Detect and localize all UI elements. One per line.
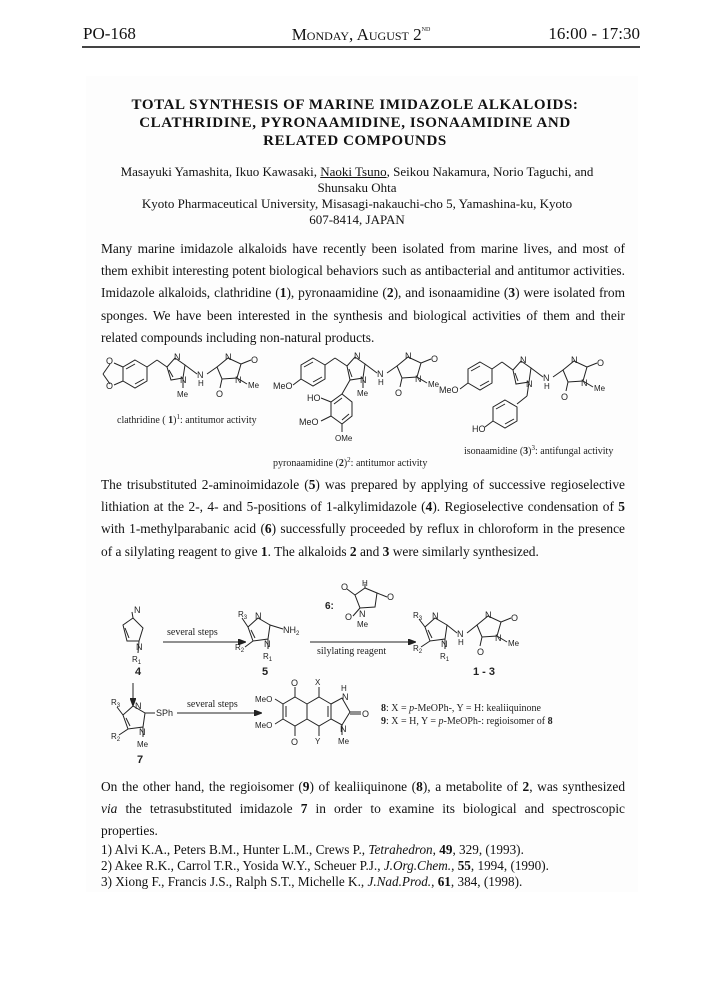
- atom-label: O: [291, 737, 299, 747]
- author-list-cont: Shunsaku Ohta: [317, 180, 397, 195]
- compound-ref: 2: [522, 779, 530, 794]
- atom-label: O: [597, 358, 605, 368]
- subscript: 2: [418, 649, 423, 655]
- atom-label: H: [458, 638, 464, 647]
- condition-label: silylating reagent: [317, 646, 387, 657]
- compound-ref: 1: [260, 543, 268, 559]
- isonaamidine-caption: isonaamidine $(3)^3$: antifungal activity: [464, 444, 614, 457]
- substituent-label: SPh: [156, 708, 174, 718]
- presenting-author: Naoki Tsuno: [320, 164, 387, 179]
- affiliation-postcode: 607-8414, JAPAN: [309, 212, 405, 227]
- compound-ref: 2: [386, 285, 394, 301]
- atom-label: N: [571, 355, 578, 365]
- compound-number: 1 - 3: [473, 666, 496, 678]
- substituent-label: $R_2$: [413, 644, 423, 655]
- ref-authors: 3) Xiong F., Francis J.S., Ralph S.T., Michelle K.,: [101, 874, 368, 889]
- atom-label: Me: [357, 389, 369, 398]
- atom-label: H: [198, 379, 204, 388]
- atom-label: Me: [357, 620, 369, 629]
- ref-pages-year: , 1994, (1990).: [470, 858, 549, 873]
- atom-label: N: [180, 375, 187, 385]
- regioisomer-paragraph: [101, 776, 625, 843]
- atom-label: O: [341, 582, 349, 592]
- substituent-label: Y: [315, 737, 321, 746]
- atom-label: N: [432, 611, 439, 621]
- atom-label: N: [377, 369, 384, 379]
- compound-number: 4: [135, 666, 142, 678]
- text: in order to examine its biological and spectroscopic properties.: [101, 801, 625, 839]
- compound-ref: 9: [302, 779, 310, 794]
- atom-label: N: [139, 727, 146, 737]
- compound-ref: 3: [508, 285, 516, 301]
- substituent-label: $R_3$: [238, 610, 248, 621]
- text: ), a metabolite of: [422, 779, 523, 794]
- intro-paragraph: [101, 238, 625, 349]
- session-day-text: Monday, August 2: [291, 25, 422, 44]
- synthesis-paragraph: [101, 474, 625, 563]
- ref-sep: ,: [431, 874, 438, 889]
- compound-number: 5: [262, 666, 269, 678]
- page-header: [82, 22, 640, 48]
- atom-label: Me: [508, 639, 520, 648]
- atom-label: Me: [428, 380, 440, 389]
- compound-9-legend: 9: X = H, Y = p-MeOPh-: regioisomer of 8: [381, 716, 553, 727]
- atom-label: N: [342, 692, 349, 702]
- substituent-label: $R_1$: [132, 655, 142, 666]
- author-list: [92, 164, 622, 180]
- substituent-label: $R_2$: [235, 643, 245, 654]
- ref-journal: J.Nad.Prod.: [367, 874, 432, 889]
- ref-pages-year: , 329, (1993).: [452, 842, 524, 857]
- atom-label: O: [395, 388, 403, 398]
- atom-label: O: [106, 381, 114, 391]
- atom-label: N: [581, 378, 588, 388]
- atom-label: HO: [472, 424, 486, 434]
- atom-label: O: [291, 678, 299, 688]
- atom-label: MeO: [439, 385, 459, 395]
- atom-label: O: [251, 355, 259, 365]
- atom-label: Me: [177, 390, 189, 399]
- atom-label: H: [544, 382, 550, 391]
- atom-label: N: [136, 642, 143, 652]
- ref-pages-year: , 384, (1998).: [450, 874, 523, 889]
- atom-label: MeO: [255, 721, 273, 730]
- atom-label: O: [431, 354, 439, 364]
- clathridine-caption: clathridine ( 1)$^1$: antitumor activity: [117, 413, 257, 426]
- atom-label: O: [387, 592, 395, 602]
- reference-item: [101, 874, 631, 890]
- compound-ref: 5: [618, 499, 625, 515]
- compound-number: 7: [137, 754, 144, 766]
- text: ) successfully proceeded by reflux in chloroform in the presence of a silylating reagent to give: [101, 521, 625, 559]
- atom-label: O: [216, 389, 224, 399]
- compound-ref: 4: [425, 499, 433, 515]
- atom-label: Me: [338, 737, 350, 746]
- substituent-label: $R_2$: [111, 732, 121, 743]
- atom-label: H: [378, 378, 384, 387]
- emphasis: via: [101, 801, 118, 817]
- atom-label: O: [511, 613, 519, 623]
- subscript: 3: [243, 615, 248, 621]
- parabanic-acid-6-structure: [347, 584, 387, 616]
- step-label: several steps: [167, 627, 218, 638]
- subscript: 3: [116, 703, 121, 709]
- substituent-label: $R_3$: [413, 611, 423, 622]
- subscript: 1: [137, 660, 142, 666]
- reference-item: [101, 842, 631, 858]
- subscript: 3: [418, 616, 423, 622]
- session-time: 16:00 - 17:30: [548, 24, 640, 43]
- text: ), and isonaamidine (: [393, 285, 509, 301]
- atom-label: N: [225, 352, 232, 362]
- title-line: RELATED COMPOUNDS: [263, 133, 447, 149]
- atom-label: N: [415, 374, 422, 384]
- atom-label: N: [441, 639, 448, 649]
- text: ) was prepared by applying of successive regioselective lithiation at the 2-, 4- and 5-positions of 1-alkylimidazole (: [101, 477, 625, 515]
- text: ) of kealiiquinone (: [309, 779, 417, 794]
- text: the tetrasubstituted imidazole: [117, 801, 301, 817]
- pyronaamidine-caption: pyronaamidine $(2)^2$: antitumor activity: [273, 456, 428, 469]
- atom-label: N: [543, 373, 550, 383]
- subscript: 1: [268, 657, 273, 663]
- substituent-label: X: [315, 678, 321, 687]
- text: , was synthesized: [529, 779, 626, 794]
- atom-label: MeO: [255, 695, 273, 704]
- compound-ref: 3: [382, 543, 390, 559]
- atom-label: N: [134, 605, 141, 615]
- isonaamidine-structure: [460, 361, 597, 428]
- text: with 1-methylparabanic acid (: [101, 521, 265, 537]
- ref-sep: ,: [451, 858, 458, 873]
- text: and: [356, 543, 383, 559]
- text: ) were isolated from sponges. We have been interested in the synthesis and biological activities of them and their related compounds including non-natural products.: [101, 285, 625, 345]
- text: Many marine imidazole alkaloids have recently been isolated from marine lives, and most of them exhibit interesting potent biological behaviors such as antibacterial and antitumor activities. Imidazole alkaloids, clathridine (: [101, 241, 625, 301]
- substituent-label: $R_1$: [263, 652, 273, 663]
- atom-label: OMe: [335, 434, 353, 443]
- clathridine-structure: [103, 358, 251, 388]
- compound-ref: 6: [264, 521, 272, 537]
- substituent-label: $R_1$: [440, 652, 450, 663]
- atom-label: H: [341, 684, 347, 693]
- atom-label: N: [255, 611, 262, 621]
- ref-journal: Tetrahedron: [368, 842, 433, 857]
- atom-label: N: [135, 701, 142, 711]
- atom-label: N: [485, 610, 492, 620]
- atom-label: N: [264, 639, 271, 649]
- substituent-label: $R_3$: [111, 698, 121, 709]
- atom-label: MeO: [299, 417, 319, 427]
- authors-text: Masayuki Yamashita, Ikuo Kawasaki,: [120, 164, 321, 179]
- compound-ref: 1: [279, 285, 287, 301]
- text: ), pyronaamidine (: [286, 285, 387, 301]
- subscript: 2: [116, 737, 121, 743]
- atom-label: O: [477, 647, 485, 657]
- atom-label: Me: [137, 740, 149, 749]
- natural-products-figure: [95, 348, 635, 474]
- atom-label: O: [345, 612, 353, 622]
- paper-title: [90, 96, 620, 150]
- atom-label: O: [106, 356, 114, 366]
- poster-id: PO-168: [83, 24, 136, 43]
- ref-authors: 1) Alvi K.A., Peters B.M., Hunter L.M., Crews P.,: [101, 842, 369, 857]
- ref-authors: 2) Akee R.K., Carrol T.R., Yosida W.Y., Scheuer P.J.,: [101, 858, 384, 873]
- substituent-label: $NH_2$: [283, 625, 300, 637]
- author-block: [92, 164, 622, 228]
- aminoimidazole-5-structure: [242, 618, 283, 649]
- atom-label: Me: [594, 384, 606, 393]
- compound-ref: 5: [308, 477, 316, 492]
- atom-label: N: [520, 355, 527, 365]
- atom-label: N: [457, 629, 464, 639]
- atom-label: MeO: [273, 381, 293, 391]
- ref-volume: 61: [437, 874, 451, 889]
- subscript: 1: [445, 657, 450, 663]
- session-day-suffix: nd: [421, 24, 431, 33]
- text: were similarly synthesized.: [389, 543, 539, 559]
- text: On the other hand, the regioisomer (: [101, 779, 303, 794]
- atom-label: N: [526, 379, 533, 389]
- ref-journal: J.Org.Chem.: [383, 858, 452, 873]
- text: The trisubstituted 2-aminoimidazole (: [101, 477, 309, 492]
- ref-sep: ,: [432, 842, 440, 857]
- atom-label: H: [362, 579, 368, 588]
- ref-volume: 55: [457, 858, 471, 873]
- text: ). Regioselective condensation of: [432, 499, 619, 515]
- authors-text: , Seikou Nakamura, Norio Taguchi, and: [386, 164, 594, 179]
- affiliation: Kyoto Pharmaceutical University, Misasagi-nakauchi-cho 5, Yamashina-ku, Kyoto: [141, 196, 573, 211]
- title-line: TOTAL SYNTHESIS OF MARINE IMIDAZOLE ALKALOIDS:: [131, 97, 579, 113]
- atom-label: N: [495, 633, 502, 643]
- step-label: several steps: [187, 699, 238, 710]
- atom-label: N: [359, 609, 366, 619]
- subscript: 2: [296, 631, 300, 637]
- atom-label: N: [197, 370, 204, 380]
- reference-item: [101, 858, 631, 874]
- compound-ref: 8: [416, 779, 423, 794]
- atom-label: HO: [307, 393, 321, 403]
- atom-label: N: [235, 375, 242, 385]
- atom-label: N: [340, 724, 347, 734]
- atom-label: O: [362, 709, 370, 719]
- atom-label: O: [561, 392, 569, 402]
- compound-ref: 7: [300, 801, 308, 817]
- atom-label: N: [405, 351, 412, 361]
- synthesis-scheme: [95, 579, 640, 775]
- compound-8-legend: 8: X = p-MeOPh-, Y = H: kealiiquinone: [381, 703, 541, 714]
- compound-ref: 2: [349, 543, 357, 559]
- text: . The alkaloids: [267, 543, 350, 559]
- ref-volume: 49: [439, 842, 453, 857]
- atom-label: N: [354, 351, 361, 361]
- references-list: [101, 842, 631, 890]
- atom-label: N: [360, 375, 367, 385]
- atom-label: N: [174, 352, 181, 362]
- subscript: 2: [240, 648, 245, 654]
- reagent-label: 6:: [325, 601, 334, 612]
- atom-label: Me: [248, 381, 260, 390]
- title-line: CLATHRIDINE, PYRONAAMIDINE, ISONAAMIDINE AND: [139, 115, 571, 131]
